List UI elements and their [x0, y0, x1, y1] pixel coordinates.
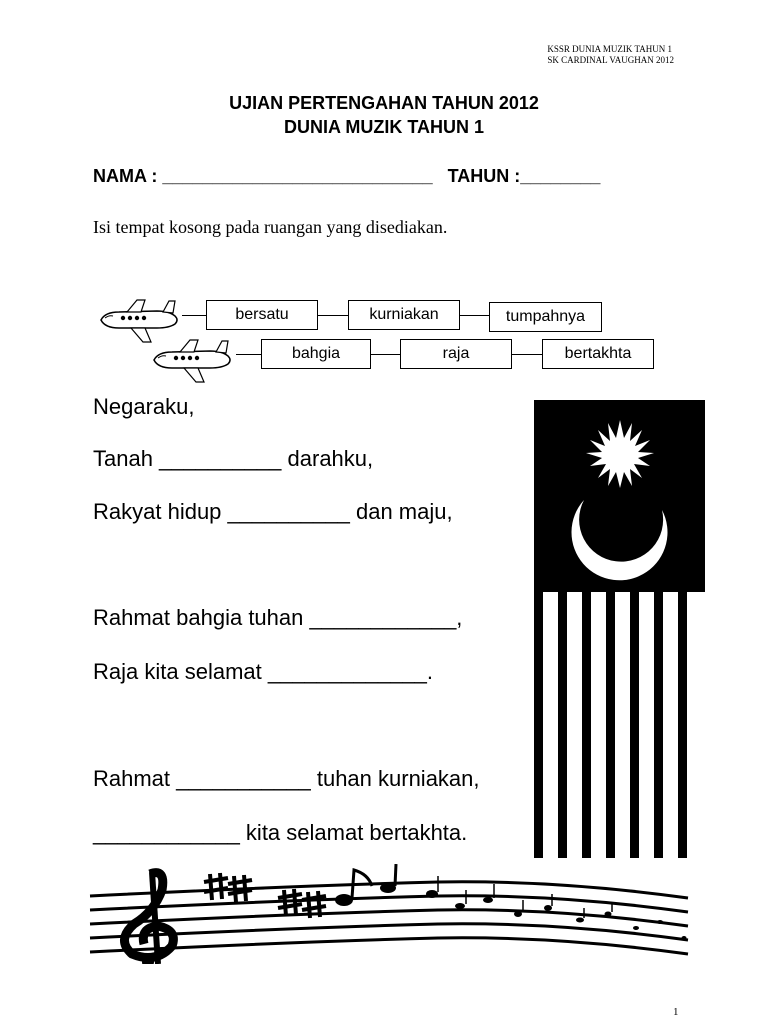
exam-subtitle: DUNIA MUZIK TAHUN 1: [284, 117, 484, 137]
word-box: bersatu: [206, 300, 318, 330]
lyric-line[interactable]: ____________ kita selamat bertakhta.: [93, 820, 468, 845]
train-connector: [371, 354, 400, 355]
page-number: 1: [673, 1006, 679, 1018]
word-box: raja: [400, 339, 512, 369]
train-connector: [460, 315, 489, 316]
airplane-icon: [150, 338, 236, 384]
word-box: kurniakan: [348, 300, 460, 330]
train-connector: [236, 354, 261, 355]
lyric-line[interactable]: Rakyat hidup __________ dan maju,: [93, 499, 453, 524]
train-connector: [182, 315, 206, 316]
word-box: tumpahnya: [489, 302, 602, 332]
music-staff-decoration: [88, 864, 708, 964]
header-course: KSSR DUNIA MUZIK TAHUN 1: [547, 44, 673, 54]
exam-title: UJIAN PERTENGAHAN TAHUN 2012: [229, 93, 539, 113]
lyric-line[interactable]: Rahmat ___________ tuhan kurniakan,: [93, 766, 480, 791]
student-name-year-line[interactable]: NAMA : ___________________________ TAHUN :________: [93, 166, 601, 186]
word-box: bertakhta: [542, 339, 654, 369]
lyric-line[interactable]: Raja kita selamat _____________.: [93, 659, 434, 684]
instruction-text: Isi tempat kosong pada ruangan yang disediakan.: [93, 217, 448, 237]
header-school: SK CARDINAL VAUGHAN 2012: [547, 55, 674, 65]
train-connector: [512, 354, 542, 355]
word-box: bahgia: [261, 339, 371, 369]
lyric-line[interactable]: Rahmat bahgia tuhan ____________,: [93, 605, 463, 630]
lyric-line: Negaraku,: [93, 394, 195, 419]
lyric-line[interactable]: Tanah __________ darahku,: [93, 446, 374, 471]
header-school-info: [547, 44, 674, 66]
train-connector: [318, 315, 348, 316]
malaysia-flag-image: [534, 400, 706, 860]
